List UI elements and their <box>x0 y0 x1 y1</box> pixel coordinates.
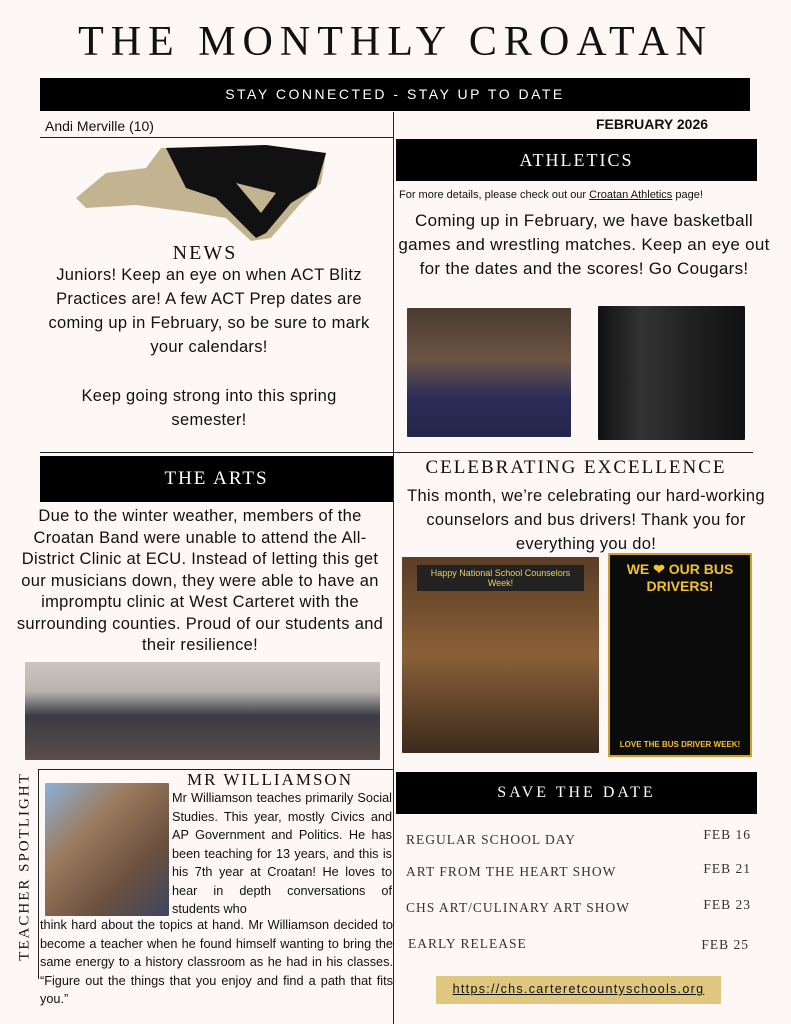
note-text: For more details, please check out our <box>399 189 590 201</box>
column-divider <box>393 112 394 1024</box>
athletics-note <box>399 189 703 201</box>
news-text: Juniors! Keep an eye on when ACT Blitz Practices are! A few ACT Prep dates are coming up in February, so be sure to mark your calendars! <box>48 266 370 356</box>
tagline-bar: STAY CONNECTED - STAY UP TO DATE <box>40 78 750 111</box>
event-name: ART FROM THE HEART SHOW <box>406 864 617 879</box>
counselors-poster <box>402 557 599 753</box>
poster-text: Happy National School Counselors Week! <box>417 565 584 591</box>
note-text: page! <box>672 189 703 201</box>
athletics-text: Coming up in February, we have basketball games and wrestling matches. Keep an eye out for the dates and the scores! Go Cougars! <box>398 211 770 278</box>
poster-text: LOVE THE BUS DRIVER WEEK! <box>619 740 741 749</box>
excellence-text: This month, we’re celebrating our hard-working counselors and bus drivers! Thank you for everything you do! <box>407 487 765 553</box>
event-name: EARLY RELEASE <box>408 936 527 951</box>
croatan-athletics-link[interactable]: Croatan Athletics <box>589 189 673 201</box>
arts-text: Due to the winter weather, members of the Croatan Band were unable to attend the All-District Clinic at ECU. Instead of letting this get our musicians down, they were able to have an impromptu clinic at West Carteret with the surrounding counties. Proud of our students and their resilience! <box>16 507 384 654</box>
arts-heading: THE ARTS <box>40 456 393 502</box>
teacher-photo <box>45 783 169 916</box>
athletics-heading: ATHLETICS <box>396 139 757 181</box>
news-text: Keep going strong into this spring semester! <box>81 387 337 429</box>
teacher-bio: think hard about the topics at hand. Mr Williamson decided to become a teacher when he found himself wanting to bring the same energy to a history classroom as he had in his classes. “Figure out the things that you enjoy and find a path that fits you.” <box>40 918 393 1006</box>
event-date: FEB 25 <box>701 937 749 952</box>
event-date: FEB 21 <box>703 861 751 876</box>
newsletter-title: THE MONTHLY CROATAN <box>78 19 713 65</box>
excellence-heading: CELEBRATING EXCELLENCE <box>425 457 727 478</box>
poster-text: WE ❤ OUR BUS DRIVERS! <box>626 561 734 594</box>
teacher-bio: Mr Williamson teaches primarily Social Studies. This year, mostly Civics and AP Government and Politics. He has been teaching for 13 years, and this is his 7th year at Croatan! He loves to hear in depth conversations of students who <box>172 791 392 916</box>
event-name: CHS ART/CULINARY ART SHOW <box>406 900 631 915</box>
teacher-name: MR WILLIAMSON <box>187 770 353 789</box>
news-heading: NEWS <box>172 242 238 264</box>
wrestlers-podium-photo <box>598 306 745 440</box>
wrestling-match-photo <box>407 308 571 437</box>
divider <box>393 452 753 453</box>
band-clinic-photo <box>25 662 380 760</box>
author: Andi Merville (10) <box>45 118 154 134</box>
issue-date: FEBRUARY 2026 <box>596 116 709 132</box>
event-date: FEB 23 <box>703 897 751 912</box>
school-website-link[interactable]: https://chs.carteretcountyschools.org <box>436 976 721 1004</box>
divider <box>40 452 393 453</box>
event-date: FEB 16 <box>703 827 751 842</box>
teacher-spotlight-label: TEACHER SPOTLIGHT <box>16 772 33 961</box>
save-the-date-heading: SAVE THE DATE <box>396 772 757 814</box>
divider <box>38 769 39 979</box>
event-name: REGULAR SCHOOL DAY <box>406 832 577 847</box>
bus-drivers-poster <box>608 553 752 757</box>
divider <box>40 137 393 138</box>
cougar-logo <box>76 143 332 243</box>
